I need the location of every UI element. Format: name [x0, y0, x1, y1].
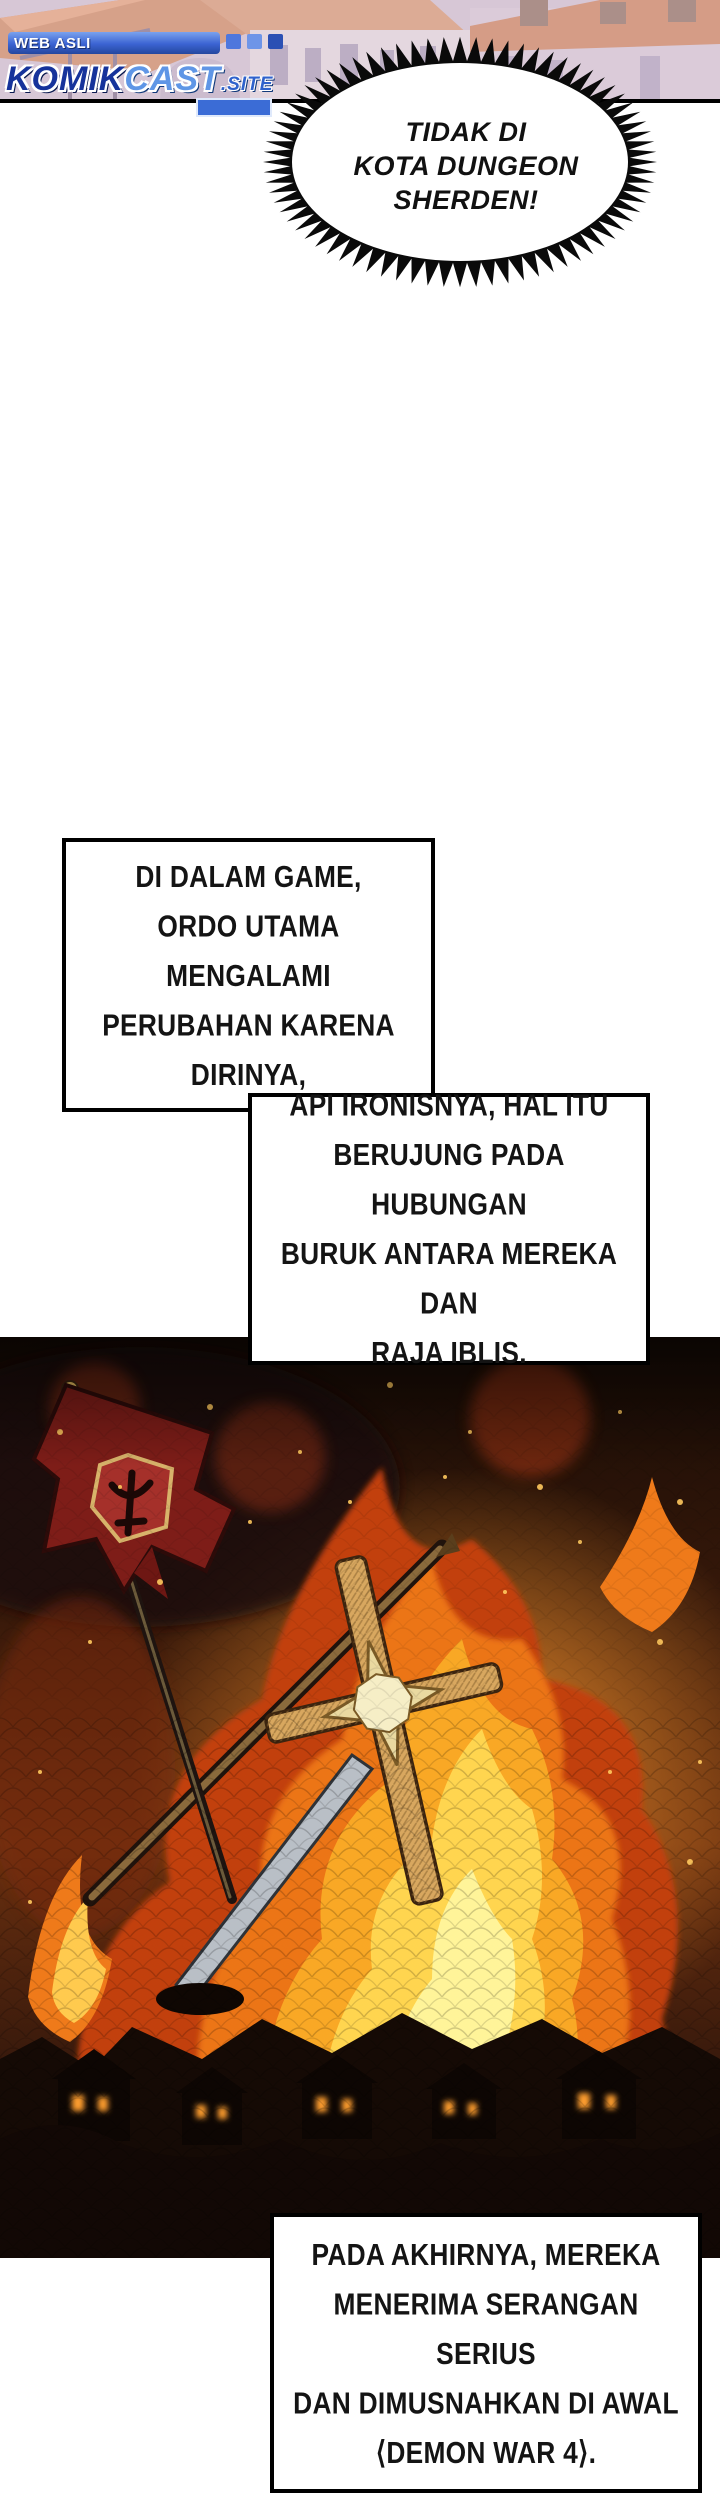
- caption-line: API IRONISNYA, HAL ITU: [289, 1088, 609, 1123]
- watermark-banner: [8, 32, 220, 54]
- caption-text: [287, 2229, 686, 2477]
- caption-box-2: [248, 1088, 650, 1370]
- watermark-underline: [196, 98, 272, 117]
- caption-text: [77, 851, 420, 1099]
- caption-line: RAJA IBLIS.: [371, 1335, 527, 1370]
- watermark-square-icon: [247, 34, 262, 49]
- caption-line: BERUJUNG PADA HUBUNGAN: [333, 1137, 565, 1222]
- watermark-label: WEB ASLI: [14, 34, 91, 52]
- burning-battlefield-art: [0, 1337, 720, 2258]
- caption-line: DIRINYA,: [190, 1056, 307, 1092]
- burst-speech-bubble: [262, 32, 670, 294]
- caption-line: DI DALAM GAME,: [135, 858, 362, 894]
- site-watermark: [0, 24, 300, 104]
- bubble-line: SHERDEN!: [393, 185, 539, 215]
- caption-line: ⟨DEMON WAR 4⟩.: [375, 2434, 597, 2470]
- bubble-line: TIDAK DI: [405, 117, 527, 147]
- fire-scene-svg: [0, 1337, 720, 2258]
- watermark-logo: [6, 60, 273, 99]
- logo-part-cast: CAST: [124, 60, 221, 98]
- caption-line: PERUBAHAN KARENA: [102, 1007, 395, 1042]
- caption-text: [264, 1081, 634, 1378]
- bubble-text: [262, 32, 670, 294]
- watermark-square-icon: [226, 34, 241, 49]
- caption-line: MENERIMA SERANGAN SERIUS: [333, 2286, 639, 2371]
- caption-line: DAN DIMUSNAHKAN DI AWAL: [293, 2385, 679, 2420]
- bubble-line: KOTA DUNGEON: [353, 151, 579, 181]
- caption-line: ORDO UTAMA MENGALAMI: [157, 908, 340, 993]
- caption-box-3: [270, 2213, 702, 2493]
- caption-box-1: [62, 838, 435, 1112]
- logo-part-site: .SITE: [220, 74, 274, 95]
- caption-line: BURUK ANTARA MEREKA DAN: [280, 1236, 618, 1321]
- logo-part-komik: KOMIK: [6, 60, 125, 98]
- caption-line: PADA AKHIRNYA, MEREKA: [311, 2236, 661, 2272]
